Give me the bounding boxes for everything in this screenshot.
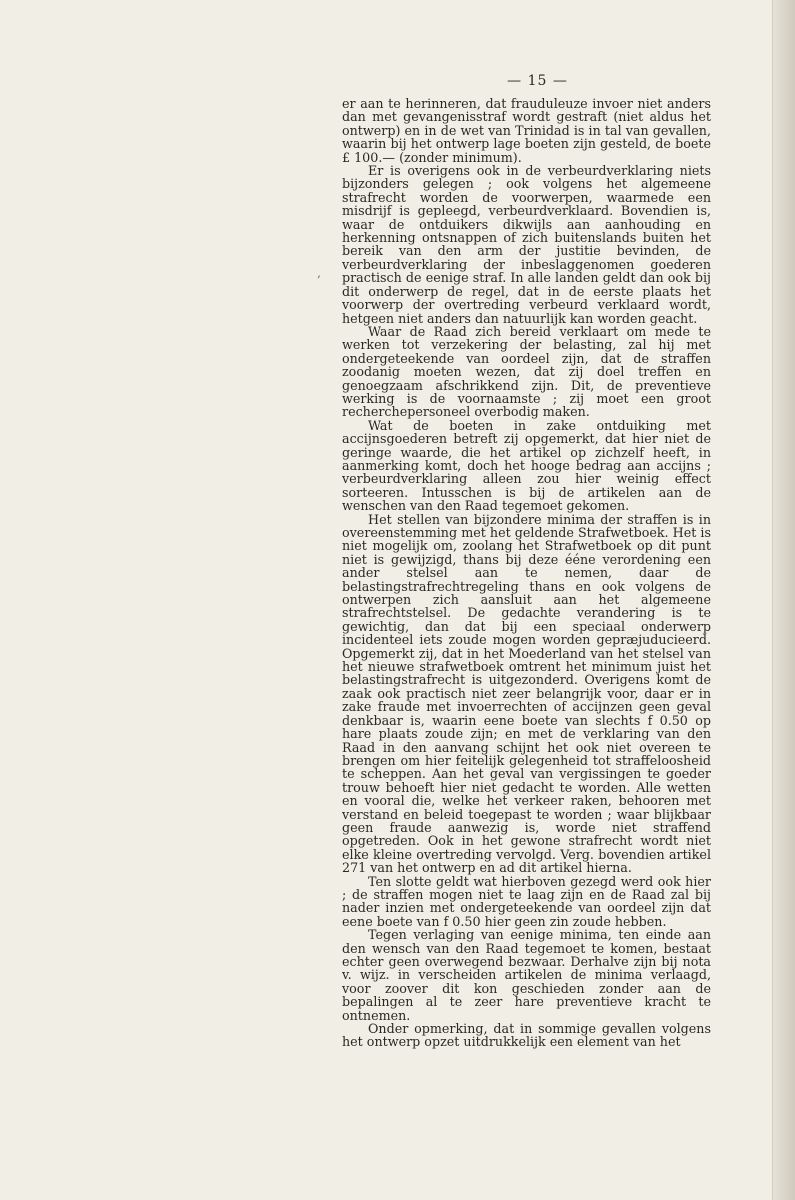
paragraph: Wat de boeten in zake ontduiking met accijnsgoederen betreft zij opgemerkt, dat hier niet de geringe waarde, die het artikel op zichzelf heeft, in aanmerking komt, doch het hooge bedrag aan accijns ; verbeurdverklaring alleen zou hier weinig effect sorteeren. Intusschen is bij de artikelen aan de wenschen van den Raad tegemoet gekomen. [342,417,711,514]
paragraph: Er is overigens ook in de verbeurdverklaring niets bijzonders gelegen ; ook volgens het algemeene strafrecht worden de voorwerpen, waarmede een misdrijf is gepleegd, verbeurdverklaard. Bovendien is, waar de ontduikers dikwijls aan aanhouding en herkenning ontsnappen of zich buitenslands buiten het bereik van den arm der justitie bevinden, de verbeurdverklaring der inbeslaggenomen goederen practisch de eenige straf. In alle landen geldt dan ook bij dit onderwerp de regel, dat in de eerste plaats het voorwerp der overtreding verbeurd verklaard wordt, hetgeen niet anders dan natuurlijk kan worden geacht. [342,163,711,326]
margin-mark: ‚ [317,266,321,280]
page-edge [772,0,795,1200]
paragraph: Het stellen van bijzondere minima der straffen is in overeenstemming met het geldende Strafwetboek. Het is niet mogelijk om, zoolang het Strafwetboek op dit punt niet is gewijzigd, thans bij deze ééne verordening een ander stelsel aan te nemen, daar de belastingstrafrechtregeling thans en ook volgens de ontwerpen zich aansluit aan het algemeene strafrechtstelsel. De gedachte verandering is te gewichtig, dan dat bij een speciaal onderwerp incidenteel iets zoude mogen worden gepræjuducieerd. Opgemerkt zij, dat in het Moederland van het stelsel van het nieuwe strafwetboek omtrent het minimum juist het belastingstrafrecht is uitgezonderd. Overigens komt de zaak ook practisch niet zeer belangrijk voor, daar er in zake fraude met invoerrechten of accijnzen geen geval denkbaar is, waarin eene boete van slechts f 0.50 op hare plaats zoude zijn; en met de verklaring van den Raad in den aanvang schijnt het ook niet overeen te brengen om hier feitelijk gelegenheid tot straffeloosheid te scheppen. Aan het geval van vergissingen te goeder trouw behoeft hier niet gedacht te worden. Alle wetten en vooral die, welke het verkeer raken, behooren met verstand en beleid toegepast te worden ; waar blijkbaar geen fraude aanwezig is, worde niet straffend opgetreden. Ook in het gewone strafrecht wordt niet elke kleine overtreding vervolgd. Verg. bovendien artikel 271 van het ontwerp en ad dit artikel hierna. [342,511,711,876]
text-column [342,97,711,1049]
page-number: — 15 — [507,73,568,89]
paragraph: Onder opmerking, dat in sommige gevallen volgens het ontwerp opzet uitdrukkelijk een element van het [342,1021,711,1050]
paragraph: Waar de Raad zich bereid verklaart om mede te werken tot verzekering der belasting, zal hij met ondergeteekende van oordeel zijn, dat de straffen zoodanig moeten wezen, dat zij doel treffen en genoegzaam afschrikkend zijn. Dit, de preventieve werking is de voornaamste ; zij moet een groot recherchepersoneel overbodig maken. [342,323,711,420]
paragraph: Tegen verlaging van eenige minima, ten einde aan den wensch van den Raad tegemoet te komen, bestaat echter geen overwegend bezwaar. Derhalve zijn bij nota v. wijz. in verscheiden artikelen de minima verlaagd, voor zoover dit kon geschieden zonder aan de bepalingen al te zeer hare preventieve kracht te ontnemen. [342,927,711,1023]
paragraph: Ten slotte geldt wat hierboven gezegd werd ook hier ; de straffen mogen niet te laag zijn en de Raad zal bij nader inzien met ondergeteekende van oordeel zijn dat eene boete van f 0.50 hier geen zin zoude hebben. [342,873,711,929]
paragraph: er aan te herinneren, dat frauduleuze invoer niet anders dan met gevangenisstraf wordt gestraft (niet aldus het ontwerp) en in de wet van Trinidad is in tal van gevallen, waarin bij het ontwerp lage boeten zijn gesteld, de boete £ 100.— (zonder minimum). [342,96,711,165]
